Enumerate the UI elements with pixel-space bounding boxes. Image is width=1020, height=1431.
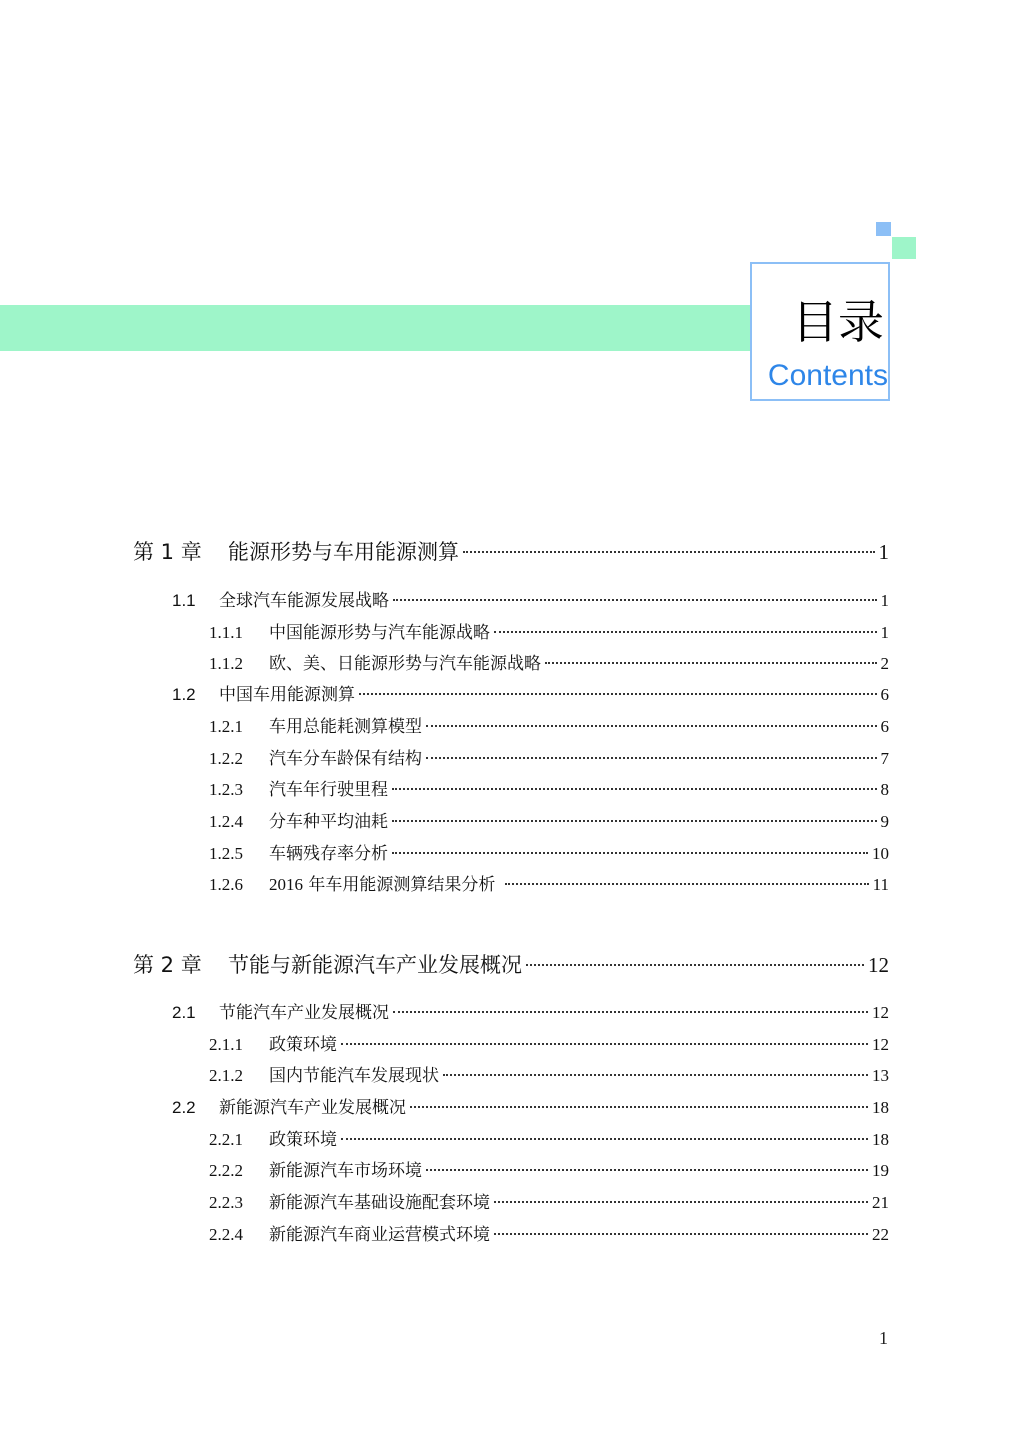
section-title: 中国车用能源测算 [219,685,355,705]
header-color-band [0,305,752,351]
decorative-blue-square [876,222,891,236]
page-number: 1 [879,1328,888,1348]
subsection-title: 分车种平均油耗 [269,812,388,832]
dot-leader [443,1074,868,1076]
page-ref: 1 [880,623,889,642]
chapter-title: 能源形势与车用能源测算 [228,540,459,564]
dot-leader [494,1201,868,1203]
subsection-number: 1.1.2 [209,654,243,673]
dot-leader [526,964,864,966]
dot-leader [392,820,877,822]
subsection-title-text: 年车用能源测算结果分析 [303,875,496,895]
page-ref: 8 [880,780,889,799]
page-title-chinese: 目录 [792,295,884,349]
subsection-title: 政策环境 [269,1035,337,1055]
subsection-number: 1.2.6 [209,875,243,894]
toc-subsection-1-2-1[interactable] [209,712,889,737]
subsection-number: 2.1.1 [209,1035,243,1054]
subsection-number: 1.2.2 [209,749,243,768]
subsection-title: 中国能源形势与汽车能源战略 [269,623,490,643]
toc-section-2-1[interactable] [172,998,889,1023]
page-ref: 21 [872,1193,889,1212]
page-ref: 22 [872,1225,889,1244]
page-title-english: Contents [767,359,888,392]
contents-title-box [750,262,890,401]
page-ref: 12 [872,1035,889,1054]
subsection-title: 新能源汽车基础设施配套环境 [269,1193,490,1213]
dot-leader [392,788,877,790]
section-number: 2.1 [172,1003,196,1022]
section-number: 2.2 [172,1098,196,1117]
dot-leader [392,852,868,854]
decorative-green-square [892,237,916,259]
section-number: 1.2 [172,685,196,704]
subsection-number: 1.1.1 [209,623,243,642]
subsection-title: 政策环境 [269,1130,337,1150]
page-ref: 6 [880,717,889,736]
toc-subsection-2-1-1[interactable] [209,1030,889,1055]
subsection-number: 1.2.3 [209,780,243,799]
page-ref: 12 [868,953,889,977]
subsection-title [269,870,495,895]
toc-subsection-2-2-3[interactable] [209,1188,889,1213]
toc-subsection-1-1-1[interactable] [209,618,889,643]
page-ref: 10 [872,844,889,863]
page-ref: 18 [872,1130,889,1149]
subsection-number: 2.1.2 [209,1066,243,1085]
subsection-title: 新能源汽车市场环境 [269,1161,422,1181]
page-ref: 1 [880,591,889,610]
subsection-number: 1.2.1 [209,717,243,736]
dot-leader [505,883,868,885]
toc-subsection-2-2-1[interactable] [209,1125,889,1150]
toc-subsection-2-1-2[interactable] [209,1061,889,1086]
subsection-number: 2.2.3 [209,1193,243,1212]
subsection-title: 车用总能耗测算模型 [269,717,422,737]
page-ref: 13 [872,1066,889,1085]
dot-leader [545,662,877,664]
section-number: 1.1 [172,591,196,610]
page-ref: 18 [872,1098,889,1117]
dot-leader [393,1011,868,1013]
toc-chapter-1[interactable] [133,536,889,566]
toc-chapter-2[interactable] [133,949,889,979]
dot-leader [410,1106,868,1108]
page-ref: 9 [880,812,889,831]
page-ref: 6 [880,685,889,704]
page-ref: 11 [872,875,889,894]
dot-leader [341,1138,868,1140]
toc-subsection-1-2-5[interactable] [209,839,889,864]
dot-leader [426,1169,868,1171]
page-ref: 7 [880,749,889,768]
chapter-number: 第 2 章 [133,953,202,977]
dot-leader [426,757,877,759]
subsection-title: 汽车年行驶里程 [269,780,388,800]
subsection-number: 2.2.4 [209,1225,243,1244]
subsection-number: 1.2.5 [209,844,243,863]
subsection-title: 国内节能汽车发展现状 [269,1066,439,1086]
subsection-number: 2.2.1 [209,1130,243,1149]
toc-subsection-1-2-6[interactable] [209,870,889,895]
toc-subsection-1-2-2[interactable] [209,744,889,769]
subsection-title: 新能源汽车商业运营模式环境 [269,1225,490,1245]
toc-section-1-1[interactable] [172,586,889,611]
dot-leader [494,631,877,633]
page-ref: 2 [880,654,889,673]
subsection-number: 1.2.4 [209,812,243,831]
section-title: 新能源汽车产业发展概况 [219,1098,406,1118]
page-ref: 12 [872,1003,889,1022]
page-ref: 19 [872,1161,889,1180]
section-title: 节能汽车产业发展概况 [219,1003,389,1023]
dot-leader [426,725,877,727]
dot-leader [494,1233,868,1235]
chapter-title: 节能与新能源汽车产业发展概况 [228,953,522,977]
subsection-title: 车辆残存率分析 [269,844,388,864]
toc-subsection-1-2-4[interactable] [209,807,889,832]
page-ref: 1 [878,540,889,564]
dot-leader [359,693,877,695]
chapter-number: 第 1 章 [133,540,202,564]
section-title: 全球汽车能源发展战略 [219,591,389,611]
dot-leader [463,551,875,553]
subsection-number: 2.2.2 [209,1161,243,1180]
subsection-title-year: 2016 [269,875,303,894]
subsection-title: 汽车分车龄保有结构 [269,749,422,769]
dot-leader [341,1043,868,1045]
toc-section-2-2[interactable] [172,1093,889,1118]
toc-subsection-1-1-2[interactable] [209,649,889,674]
toc-section-1-2[interactable] [172,680,889,705]
subsection-title: 欧、美、日能源形势与汽车能源战略 [269,654,541,674]
toc-subsection-2-2-2[interactable] [209,1156,889,1181]
dot-leader [393,599,877,601]
toc-subsection-1-2-3[interactable] [209,775,889,800]
toc-subsection-2-2-4[interactable] [209,1220,889,1245]
